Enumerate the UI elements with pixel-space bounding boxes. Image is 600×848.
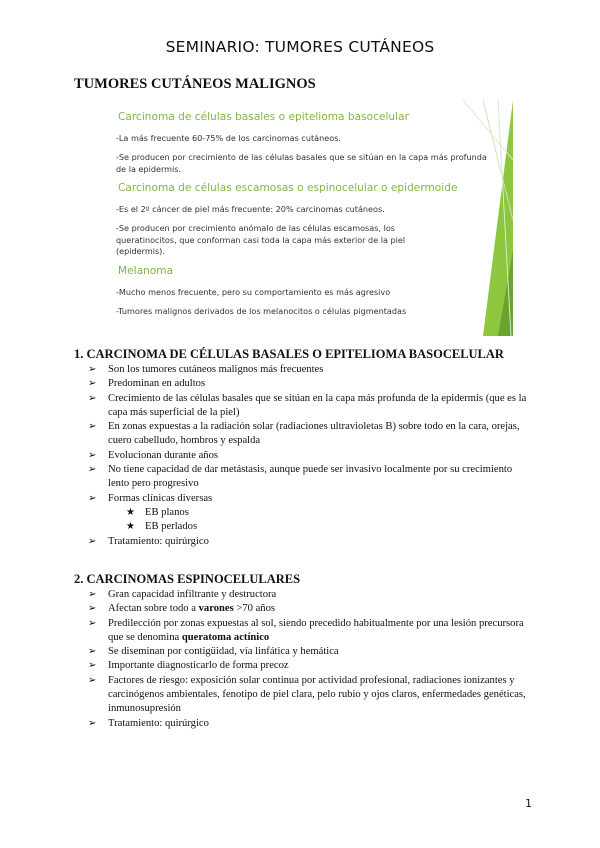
arrow-bullet-icon: ➢ — [88, 646, 97, 658]
list-item: ➢ Se diseminan por contigüidad, vía linfática y hemática — [88, 645, 528, 659]
arrow-bullet-icon: ➢ — [88, 464, 97, 476]
list-item: ➢ Predilección por zonas expuestas al sol, siendo precedido habitualmente por una lesión precursora que se denomina queratoma actínico — [88, 617, 524, 643]
sub-list — [108, 506, 528, 535]
slide-image — [108, 100, 513, 336]
slide-heading-melanoma: Melanoma — [118, 265, 174, 277]
arrow-bullet-icon: ➢ — [88, 617, 97, 629]
section-heading: TUMORES CUTÁNEOS MALIGNOS — [74, 76, 316, 92]
arrow-bullet-icon: ➢ — [88, 603, 97, 615]
arrow-bullet-icon: ➢ — [88, 589, 97, 600]
page-number: 1 — [525, 797, 532, 810]
list-item: ➢ Predominan en adultos — [88, 377, 528, 391]
arrow-bullet-icon: ➢ — [88, 392, 97, 404]
arrow-bullet-icon: ➢ — [88, 449, 97, 461]
list-item: ➢ Importante diagnosticarlo de forma precoz — [88, 659, 528, 673]
slide-bullet: -Es el 2º cáncer de piel más frecuente: 20% carcinomas cutáneos. — [116, 204, 385, 214]
slide-heading-espinocelular: Carcinoma de células escamosas o espinocelular o epidermoide — [118, 182, 458, 194]
page-title: SEMINARIO: TUMORES CUTÁNEOS — [165, 38, 435, 56]
star-bullet-icon: ★ — [126, 521, 135, 533]
list-item: ➢ Son los tumores cutáneos malignos más frecuentes — [88, 363, 528, 377]
list-item: ➢ Factores de riesgo: exposición solar continua por actividad profesional, radiaciones ionizantes y carcinógenos ambientales, fenotipo de piel clara, pelo rubio y ojos claros, enfermedades genéticas, inmunosupresión — [88, 674, 526, 715]
list-item: ➢ Tratamiento: quirúrgico — [88, 535, 528, 549]
arrow-bullet-icon: ➢ — [88, 660, 97, 672]
slide-bullet: -Se producen por crecimiento anómalo de las células escamosas, los queratinocitos, que conforman casi toda la capa más exterior de la piel (epidermis). — [116, 223, 406, 256]
list-item: ➢ Crecimiento de las células basales que se sitúan en la capa más profunda de la epidermis (que es la capa más superficial de la piel) — [88, 392, 527, 418]
list-item: ➢ Afectan sobre todo a varones >70 años — [88, 602, 528, 616]
slide-bullet: -La más frecuente 60-75% de los carcinomas cutáneos. — [116, 133, 341, 143]
list-item: ➢ Tratamiento: quirúrgico — [88, 717, 528, 731]
arrow-bullet-icon: ➢ — [88, 492, 97, 504]
slide-bullet: -Se producen por crecimiento de las células basales que se sitúan en la capa más profunda de la epidermis. — [116, 152, 487, 174]
list-item: ➢ Gran capacidad infiltrante y destructora — [88, 588, 528, 602]
slide-heading-basocelular: Carcinoma de células basales o epitelioma basocelular — [118, 111, 409, 123]
arrow-bullet-icon: ➢ — [88, 421, 97, 433]
section2-list — [88, 588, 528, 731]
arrow-bullet-icon: ➢ — [88, 535, 97, 547]
list-item: ➢ No tiene capacidad de dar metástasis, aunque puede ser invasivo localmente por su crecimiento lento pero progresivo — [88, 464, 513, 490]
sub-list-item: ★ EB planos — [126, 506, 528, 520]
arrow-bullet-icon: ➢ — [88, 378, 97, 390]
section1-heading: 1. CARCINOMA DE CÉLULAS BASALES O EPITELIOMA BASOCELULAR — [74, 347, 504, 361]
section2-heading: 2. CARCINOMAS ESPINOCELULARES — [74, 572, 301, 586]
arrow-bullet-icon: ➢ — [88, 717, 97, 729]
sub-list-item: ★ EB perlados — [126, 520, 528, 534]
slide-bullet: -Mucho menos frecuente, pero su comportamiento es más agresivo — [116, 287, 391, 297]
arrow-bullet-icon: ➢ — [88, 674, 97, 686]
list-item: ➢ Evolucionan durante años — [88, 449, 528, 463]
star-bullet-icon: ★ — [126, 506, 135, 518]
list-item: ➢ En zonas expuestas a la radiación solar (radiaciones ultravioletas B) sobre todo en la cara, orejas, cuero cabelludo, hombros y espalda — [88, 421, 520, 447]
slide-bullet: -Tumores malignos derivados de los melanocitos o células pigmentadas — [116, 306, 407, 316]
list-item: ➢ Formas clínicas diversas ★ EB planos ★ EB perlados — [88, 492, 528, 535]
arrow-bullet-icon: ➢ — [88, 364, 97, 375]
section1-list — [88, 363, 528, 549]
